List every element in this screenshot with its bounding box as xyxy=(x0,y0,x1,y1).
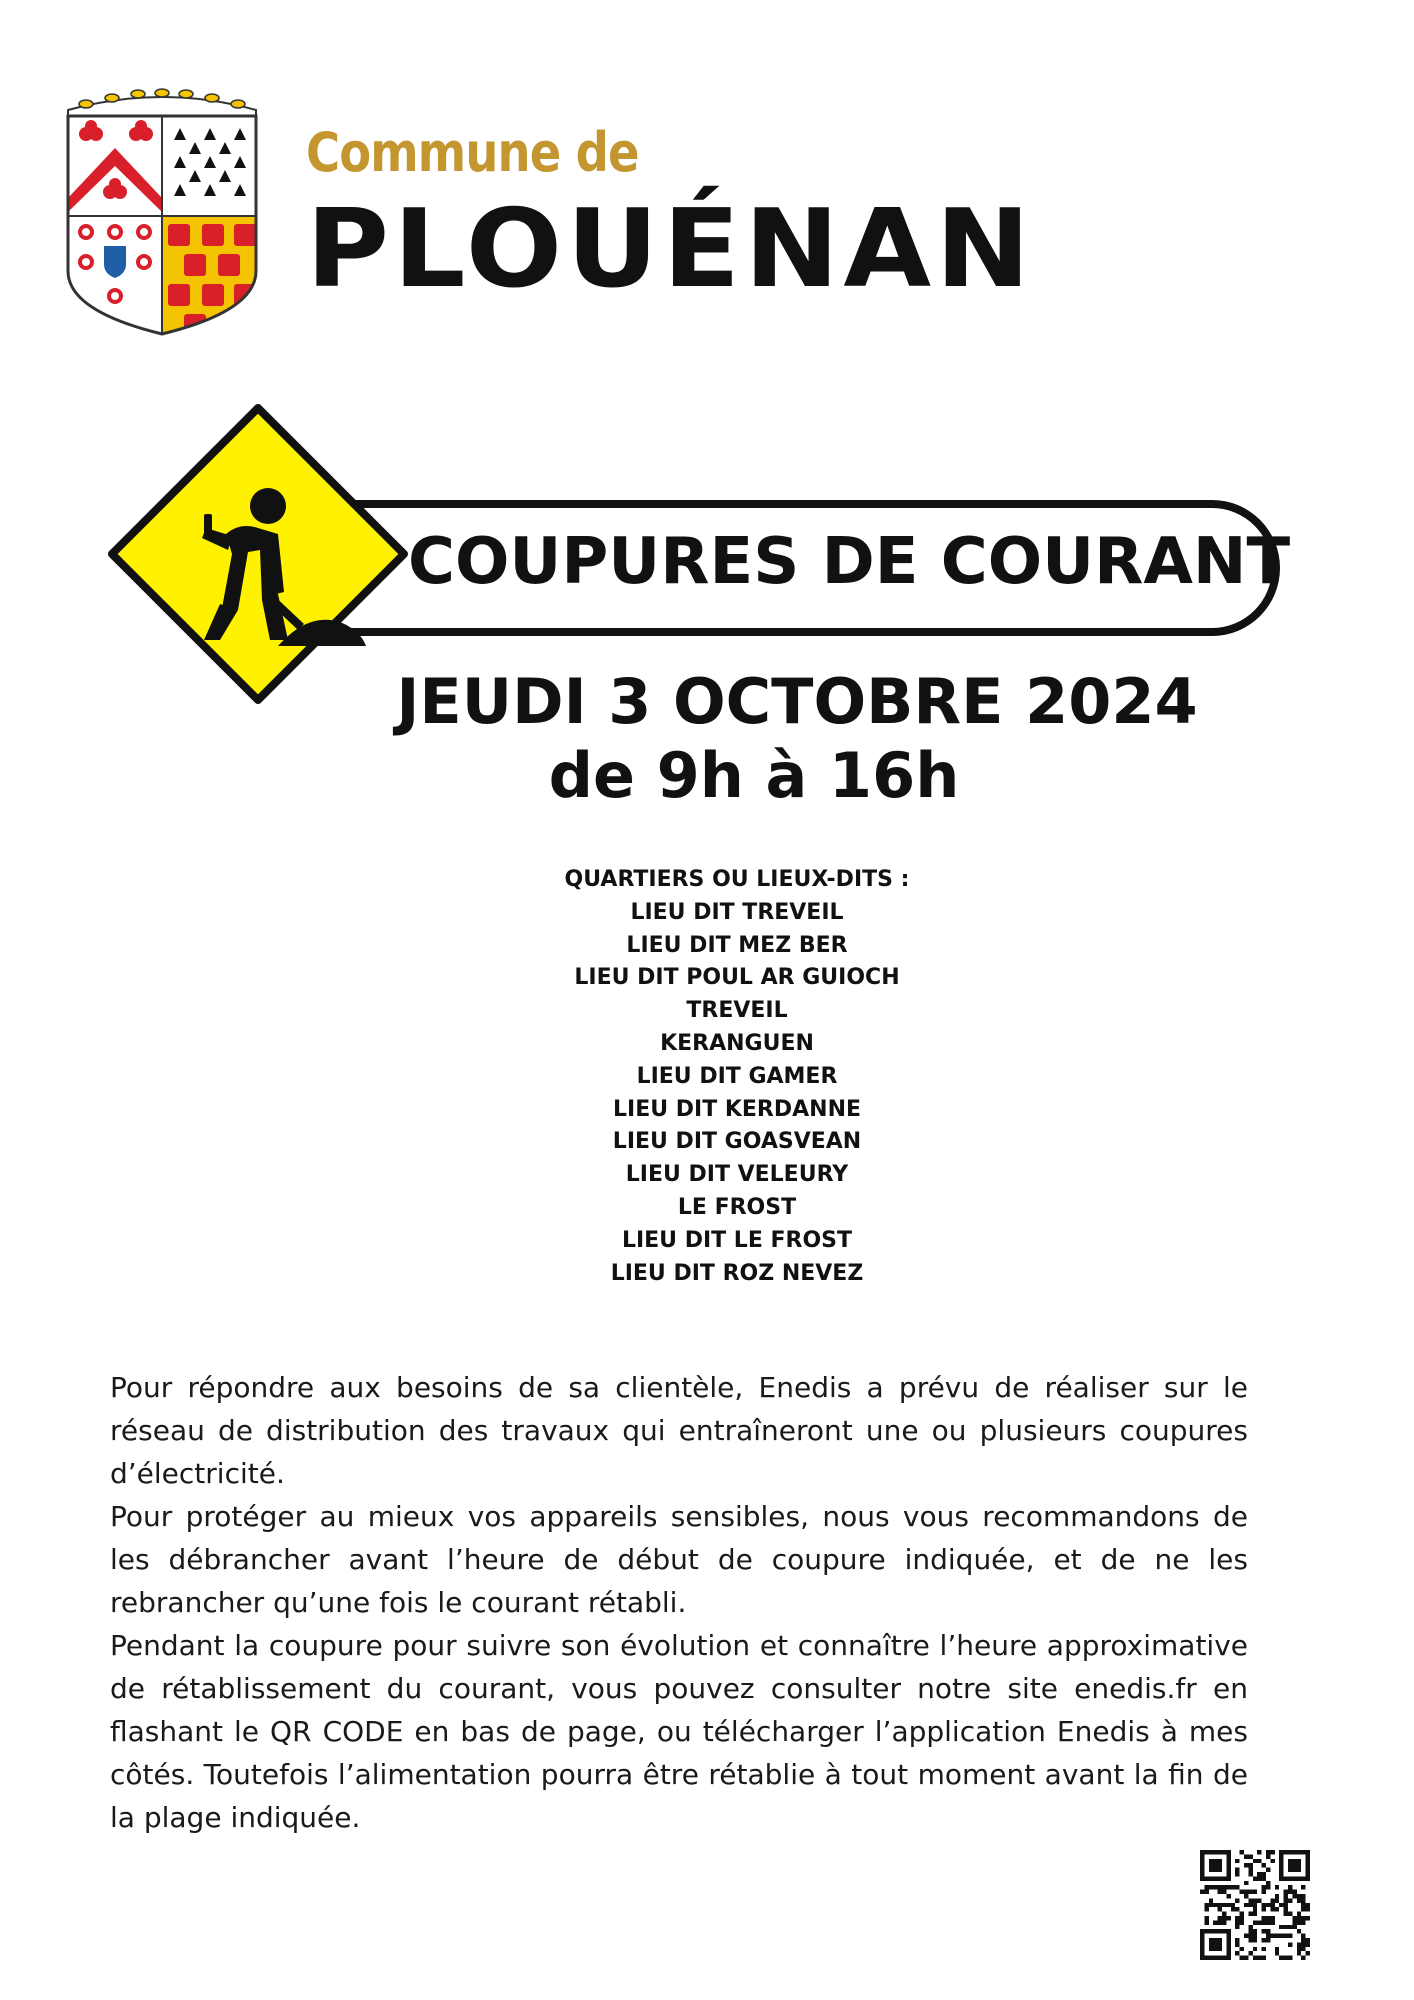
list-item: LIEU DIT MEZ BER xyxy=(626,932,848,958)
outage-date: JEUDI 3 OCTOBRE 2024 xyxy=(396,665,1198,738)
road-works-sign-icon xyxy=(108,404,408,704)
list-item: LIEU DIT KERDANNE xyxy=(612,1096,862,1122)
locations-heading: QUARTIERS OU LIEUX-DITS : xyxy=(564,867,910,892)
notice-paragraph: Pour protéger au mieux vos appareils sensibles, nous vous recommandons de les débrancher avant l’heure de début de coupure indiquée, et de ne les rebrancher qu’une fois le courant rétabli. xyxy=(110,1500,1248,1619)
commune-label: Commune de xyxy=(306,121,639,184)
list-item: KERANGUEN xyxy=(660,1030,814,1056)
list-item: LIEU DIT POUL AR GUIOCH xyxy=(574,965,900,991)
list-item: LE FROST xyxy=(677,1194,797,1220)
notice-body xyxy=(110,1366,1248,1839)
banner-title: COUPURES DE COURANT xyxy=(408,525,1291,599)
qr-code-icon[interactable] xyxy=(1200,1850,1310,1960)
list-item: LIEU DIT TREVEIL xyxy=(630,899,844,925)
list-item: LIEU DIT ROZ NEVEZ xyxy=(610,1260,864,1286)
coat-of-arms-icon xyxy=(64,86,260,336)
notice-paragraph: Pendant la coupure pour suivre son évolution et connaître l’heure approximative de rétablissement du courant, vous pouvez consulter notre site enedis.fr en flashant le QR CODE en bas de page, ou télécharger l’application Enedis à mes côtés. Toutefois l’alimentation pourra être rétablie à tout moment avant la fin de la plage indiquée. xyxy=(110,1629,1248,1834)
list-item: LIEU DIT VELEURY xyxy=(625,1162,849,1188)
locations-list xyxy=(0,864,1414,1290)
list-item: LIEU DIT GAMER xyxy=(636,1063,838,1089)
outage-time: de 9h à 16h xyxy=(548,739,960,812)
list-item: TREVEIL xyxy=(686,998,788,1024)
notice-paragraph: Pour répondre aux besoins de sa clientèle, Enedis a prévu de réaliser sur le réseau de distribution des travaux qui entraîneront une ou plusieurs coupures d’électricité. xyxy=(110,1371,1248,1490)
list-item: LIEU DIT LE FROST xyxy=(621,1227,853,1253)
list-item: LIEU DIT GOASVEAN xyxy=(612,1129,862,1155)
town-name: PLOUÉNAN xyxy=(306,187,1035,312)
